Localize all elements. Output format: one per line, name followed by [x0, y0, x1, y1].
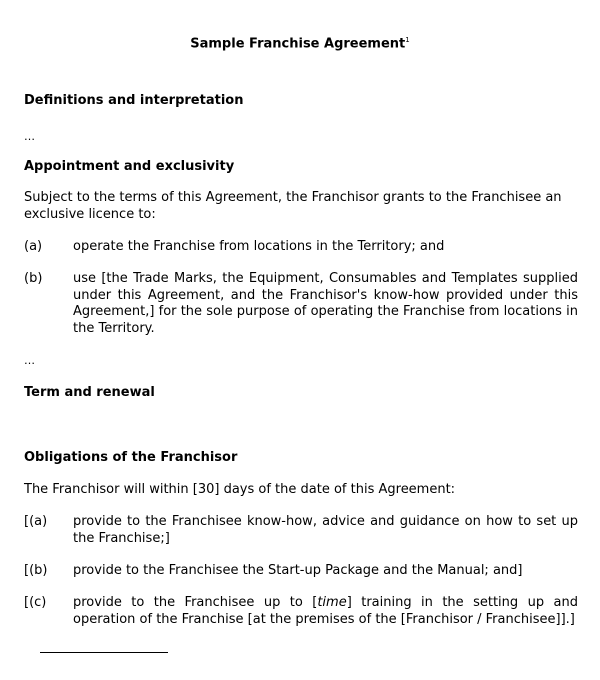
- item-marker: (b): [24, 271, 43, 286]
- item-text-before: provide to the Franchisee up to [: [73, 595, 318, 610]
- document-title-text: Sample Franchise Agreement: [190, 36, 406, 52]
- item-marker: [(b): [24, 563, 48, 578]
- footnote-separator: [40, 652, 168, 653]
- item-text: provide to the Franchisee the Start-up Package and the Manual; and]: [73, 563, 523, 578]
- heading-appointment: Appointment and exclusivity: [24, 159, 235, 174]
- heading-obligations: Obligations of the Franchisor: [24, 450, 238, 465]
- item-text-after: ] training in the setting up and operation of the Franchise [at the premises of the [Franchisor / Franchisee]].]: [73, 595, 578, 627]
- item-text-italic: time: [317, 595, 347, 610]
- item-text: provide to the Franchisee know-how, advice and guidance on how to set up the Franchise;]: [73, 514, 578, 546]
- item-text: [73, 595, 578, 628]
- item-marker: (a): [24, 239, 43, 254]
- item-text: operate the Franchise from locations in the Territory; and: [73, 239, 445, 254]
- ellipsis-appointment: …: [24, 354, 35, 367]
- item-marker: [(a): [24, 514, 48, 529]
- ellipsis-definitions: …: [24, 130, 35, 143]
- title-footnote-mark: 1: [405, 36, 410, 44]
- heading-term: Term and renewal: [24, 385, 155, 400]
- heading-definitions: Definitions and interpretation: [24, 93, 244, 108]
- appointment-intro: Subject to the terms of this Agreement, the Franchisor grants to the Franchisee an exclusive licence to:: [24, 190, 562, 222]
- item-text: use [the Trade Marks, the Equipment, Consumables and Templates supplied under this Agreement, and the Franchisor's know-how provided under this Agreement,] for the sole purpose of operating the Franchise from locations in the Territory.: [73, 271, 578, 336]
- item-marker: [(c): [24, 595, 47, 610]
- document-title: [0, 36, 600, 51]
- obligations-intro: The Franchisor will within [30] days of the date of this Agreement:: [24, 482, 456, 497]
